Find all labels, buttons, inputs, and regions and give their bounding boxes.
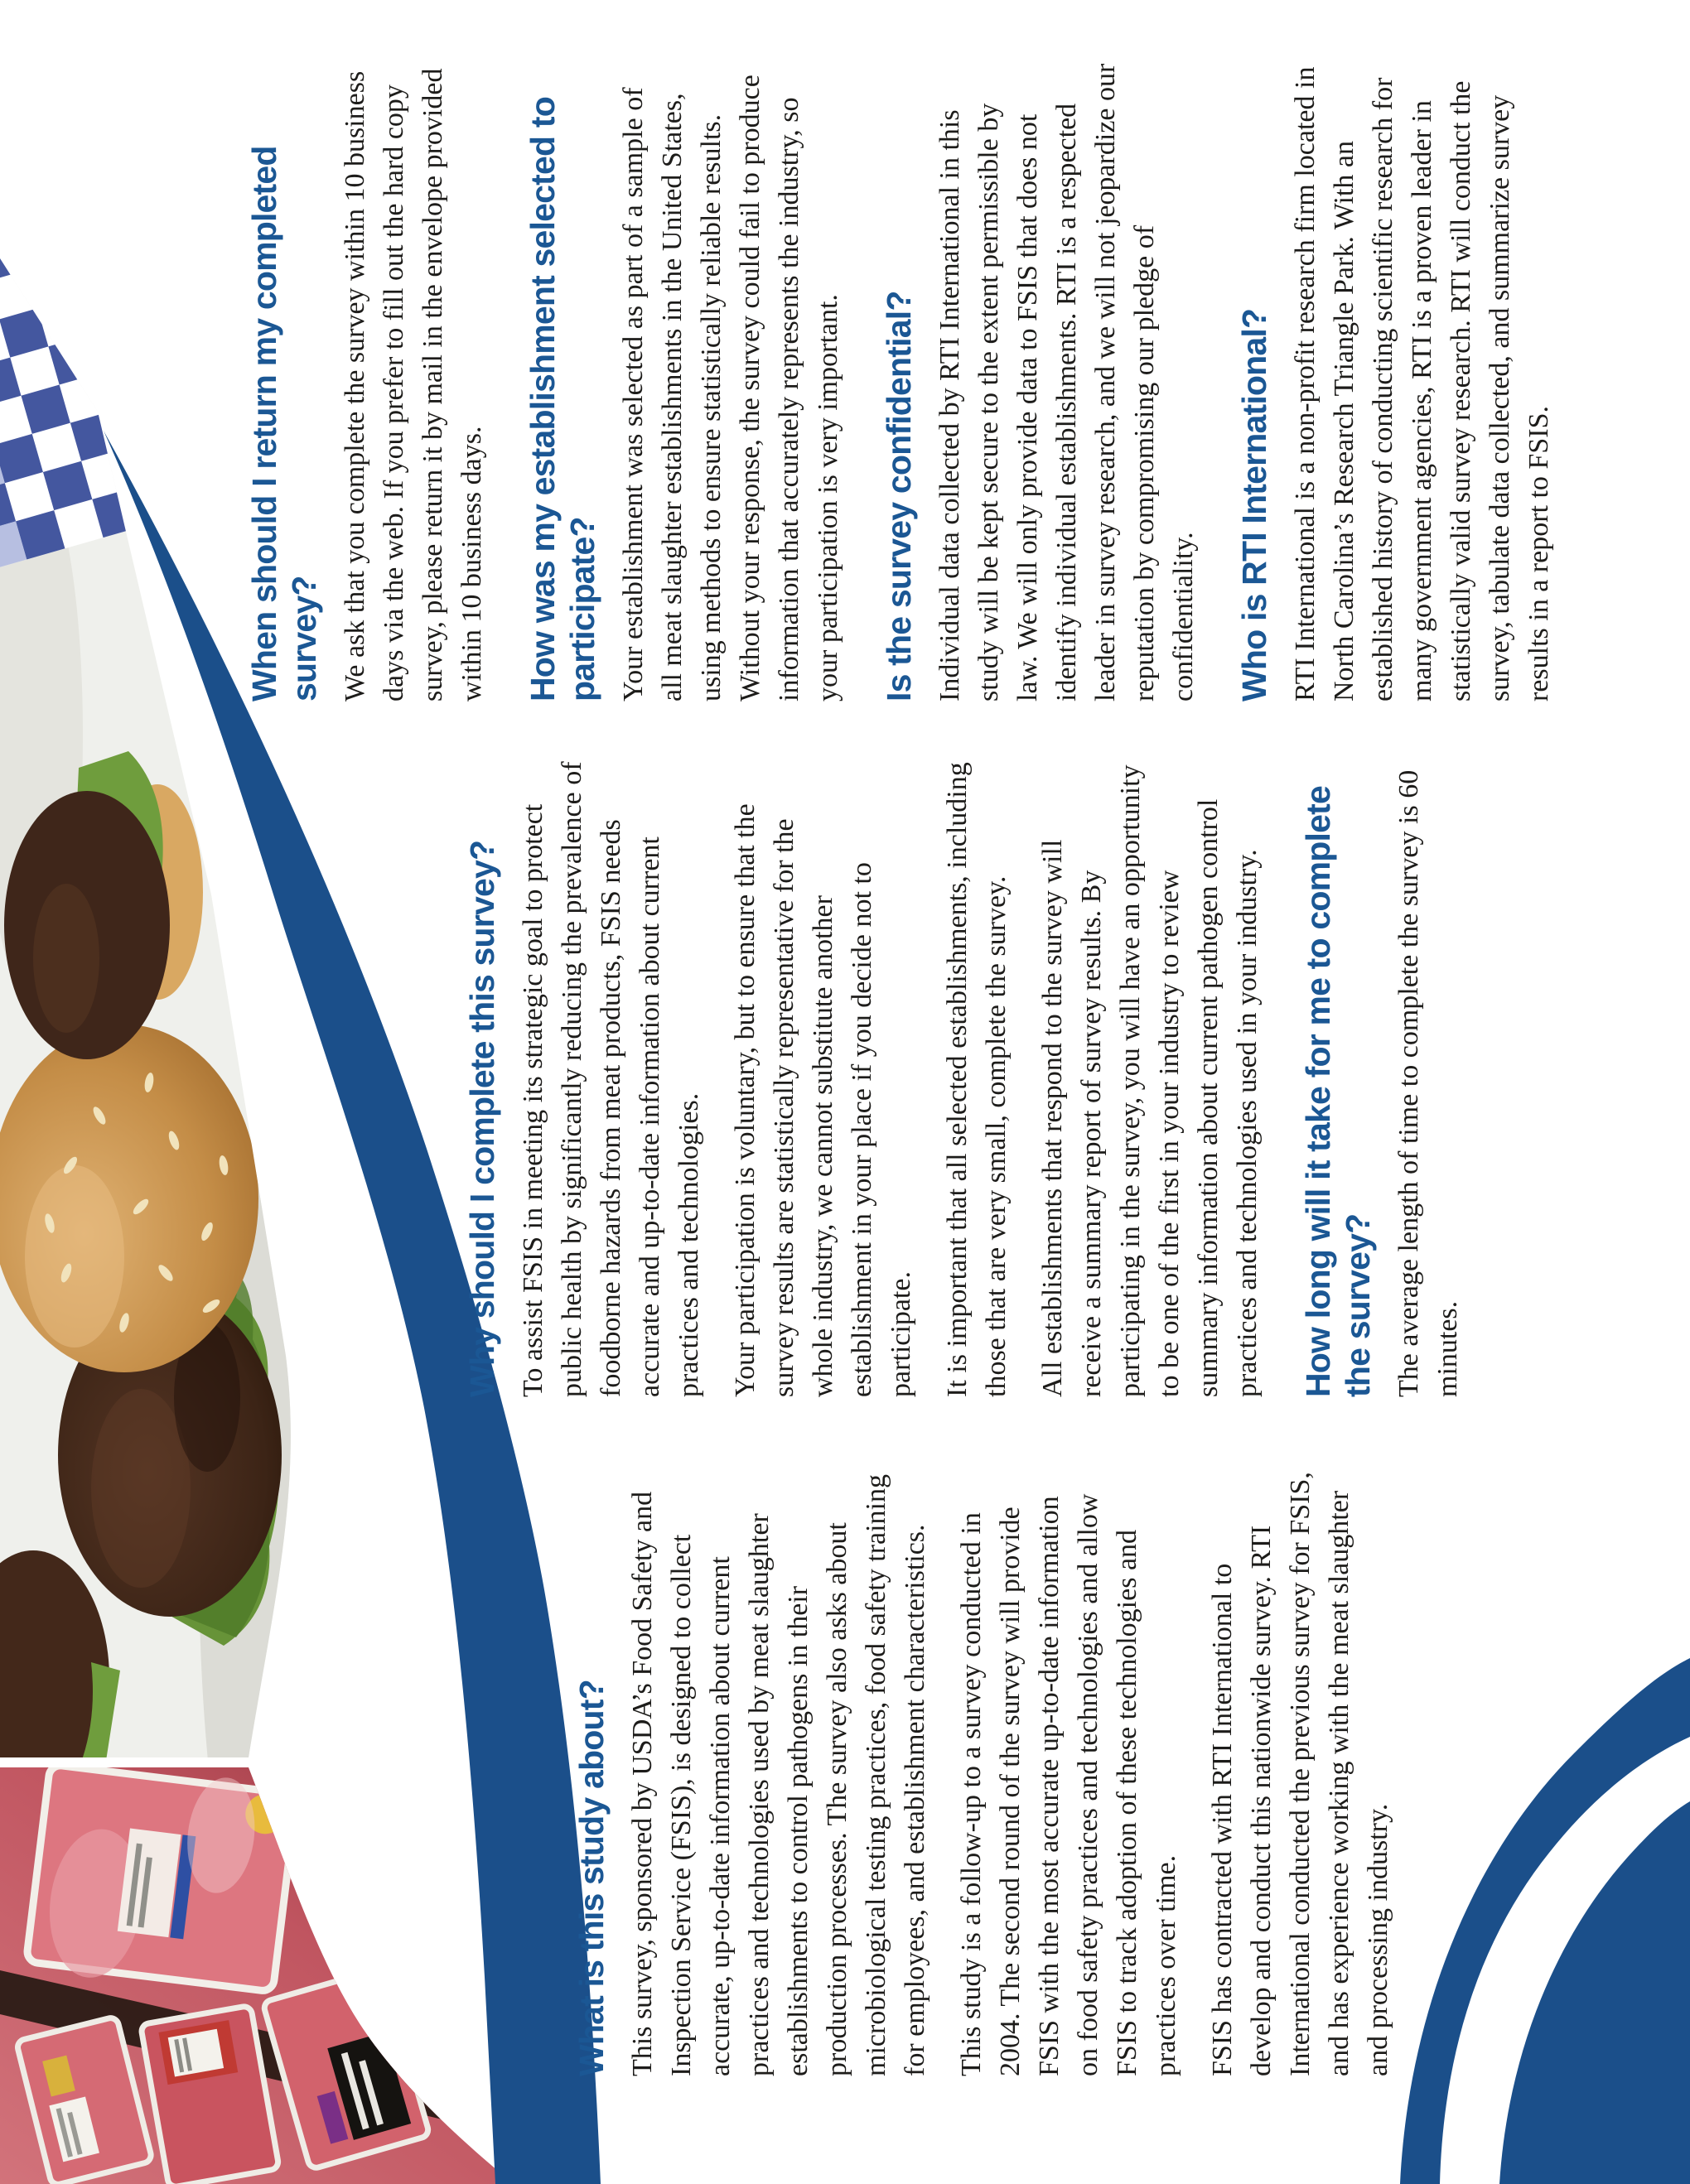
paragraph: It is important that all selected establishments, including those that are very small, complete the survey. xyxy=(942,762,1012,1397)
panel-why-complete-survey xyxy=(462,759,1467,1397)
paragraph: We ask that you complete the survey within 10 business days via the web. If you prefer to fill out the hard copy survey, please return it by mail in the envelope provided within 10 business days. xyxy=(340,68,487,701)
panel-what-is-this-study xyxy=(572,1472,1398,2076)
paragraph: Your participation is voluntary, but to ensure that the survey results are statistically representative for the whole industry, we cannot substitute another establishment in your place if you decide not to participate. xyxy=(730,803,916,1397)
paragraph: FSIS has contracted with RTI International to develop and conduct this nationwide survey. RTI International conducted the previous survey for FSIS, and has experience working with the meat slaughter and processing industry. xyxy=(1207,1472,1393,2076)
section-heading-confidential: Is the survey confidential? xyxy=(880,291,918,701)
section-heading-what-is-this-study: What is this study about? xyxy=(572,1680,611,2076)
section-when-return xyxy=(244,55,491,701)
section-heading-who-is-rti: Who is RTI International? xyxy=(1235,308,1273,701)
paragraph: The average length of time to complete the survey is 60 minutes. xyxy=(1393,769,1463,1397)
paragraph: To assist FSIS in meeting its strategic goal to protect public health by significantly reducing the prevalence of foodborne hazards from meat products, FSIS needs accurate and up-to-date information about current practices and technologies. xyxy=(518,761,704,1397)
section-how-selected xyxy=(523,55,847,701)
paragraph: RTI International is a non-profit research firm located in North Carolina’s Research Triangle Park. With an established history of conducting scientific research for many government agencies, RTI is a proven leader in statistically valid survey research. RTI will conduct the survey, tabulate data collected, and summarize survey results in a report to FSIS. xyxy=(1290,66,1554,701)
panel-survey-logistics xyxy=(244,55,1558,701)
paragraph: This study is a follow-up to a survey conducted in 2004. The second round of the survey will provide FSIS with the most accurate up-to-date information on food safety practices and technologies and allow FSIS to track adoption of these technologies and practices over time. xyxy=(956,1493,1181,2076)
section-what-is-this-study xyxy=(572,1472,1398,2076)
section-why-complete-survey xyxy=(462,759,1267,1397)
section-how-long xyxy=(1298,759,1467,1397)
section-heading-how-selected: How was my establishment selected to participate? xyxy=(524,97,601,701)
section-confidential xyxy=(879,55,1203,701)
paragraph: Your establishment was selected as part of a sample of all meat slaughter establishments in the United States, using methods to ensure statistically reliable results. Without your response, the survey could fail to produce information that accurately represents the industry, so your participation is very important. xyxy=(618,75,843,701)
gingham-tablecloth xyxy=(0,140,157,581)
paragraph: This survey, sponsored by USDA’s Food Safety and Inspection Service (FSIS), is designed to collect accurate, up-to-date information about current practices and technologies used by meat slaughter establishments to control pathogens in their production processes. The survey also asks about microbiological testing practices, food safety training for employees, and establishment characteristics. xyxy=(627,1474,930,2076)
section-heading-how-long: How long will it take for me to complete the survey? xyxy=(1299,786,1377,1397)
paragraph: Individual data collected by RTI International in this study will be kept secure to the extent permissible by law. We will only provide data to FSIS that does not identify individual establishments. RTI is a respected leader in survey research, and we will not jeopardize our reputation by compromising our pledge of confidentiality. xyxy=(934,63,1199,701)
paragraph: All establishments that respond to the survey will receive a summary report of survey results. By participating in the survey, you will have an opportunity to be one of the first in your industry to review summary information about current pathogen control practices and technologies used in your industry. xyxy=(1037,764,1263,1397)
section-who-is-rti xyxy=(1234,55,1558,701)
section-heading-why-complete-survey: Why should I complete this survey? xyxy=(463,840,501,1397)
section-heading-when-return: When should I return my completed survey? xyxy=(245,146,323,701)
